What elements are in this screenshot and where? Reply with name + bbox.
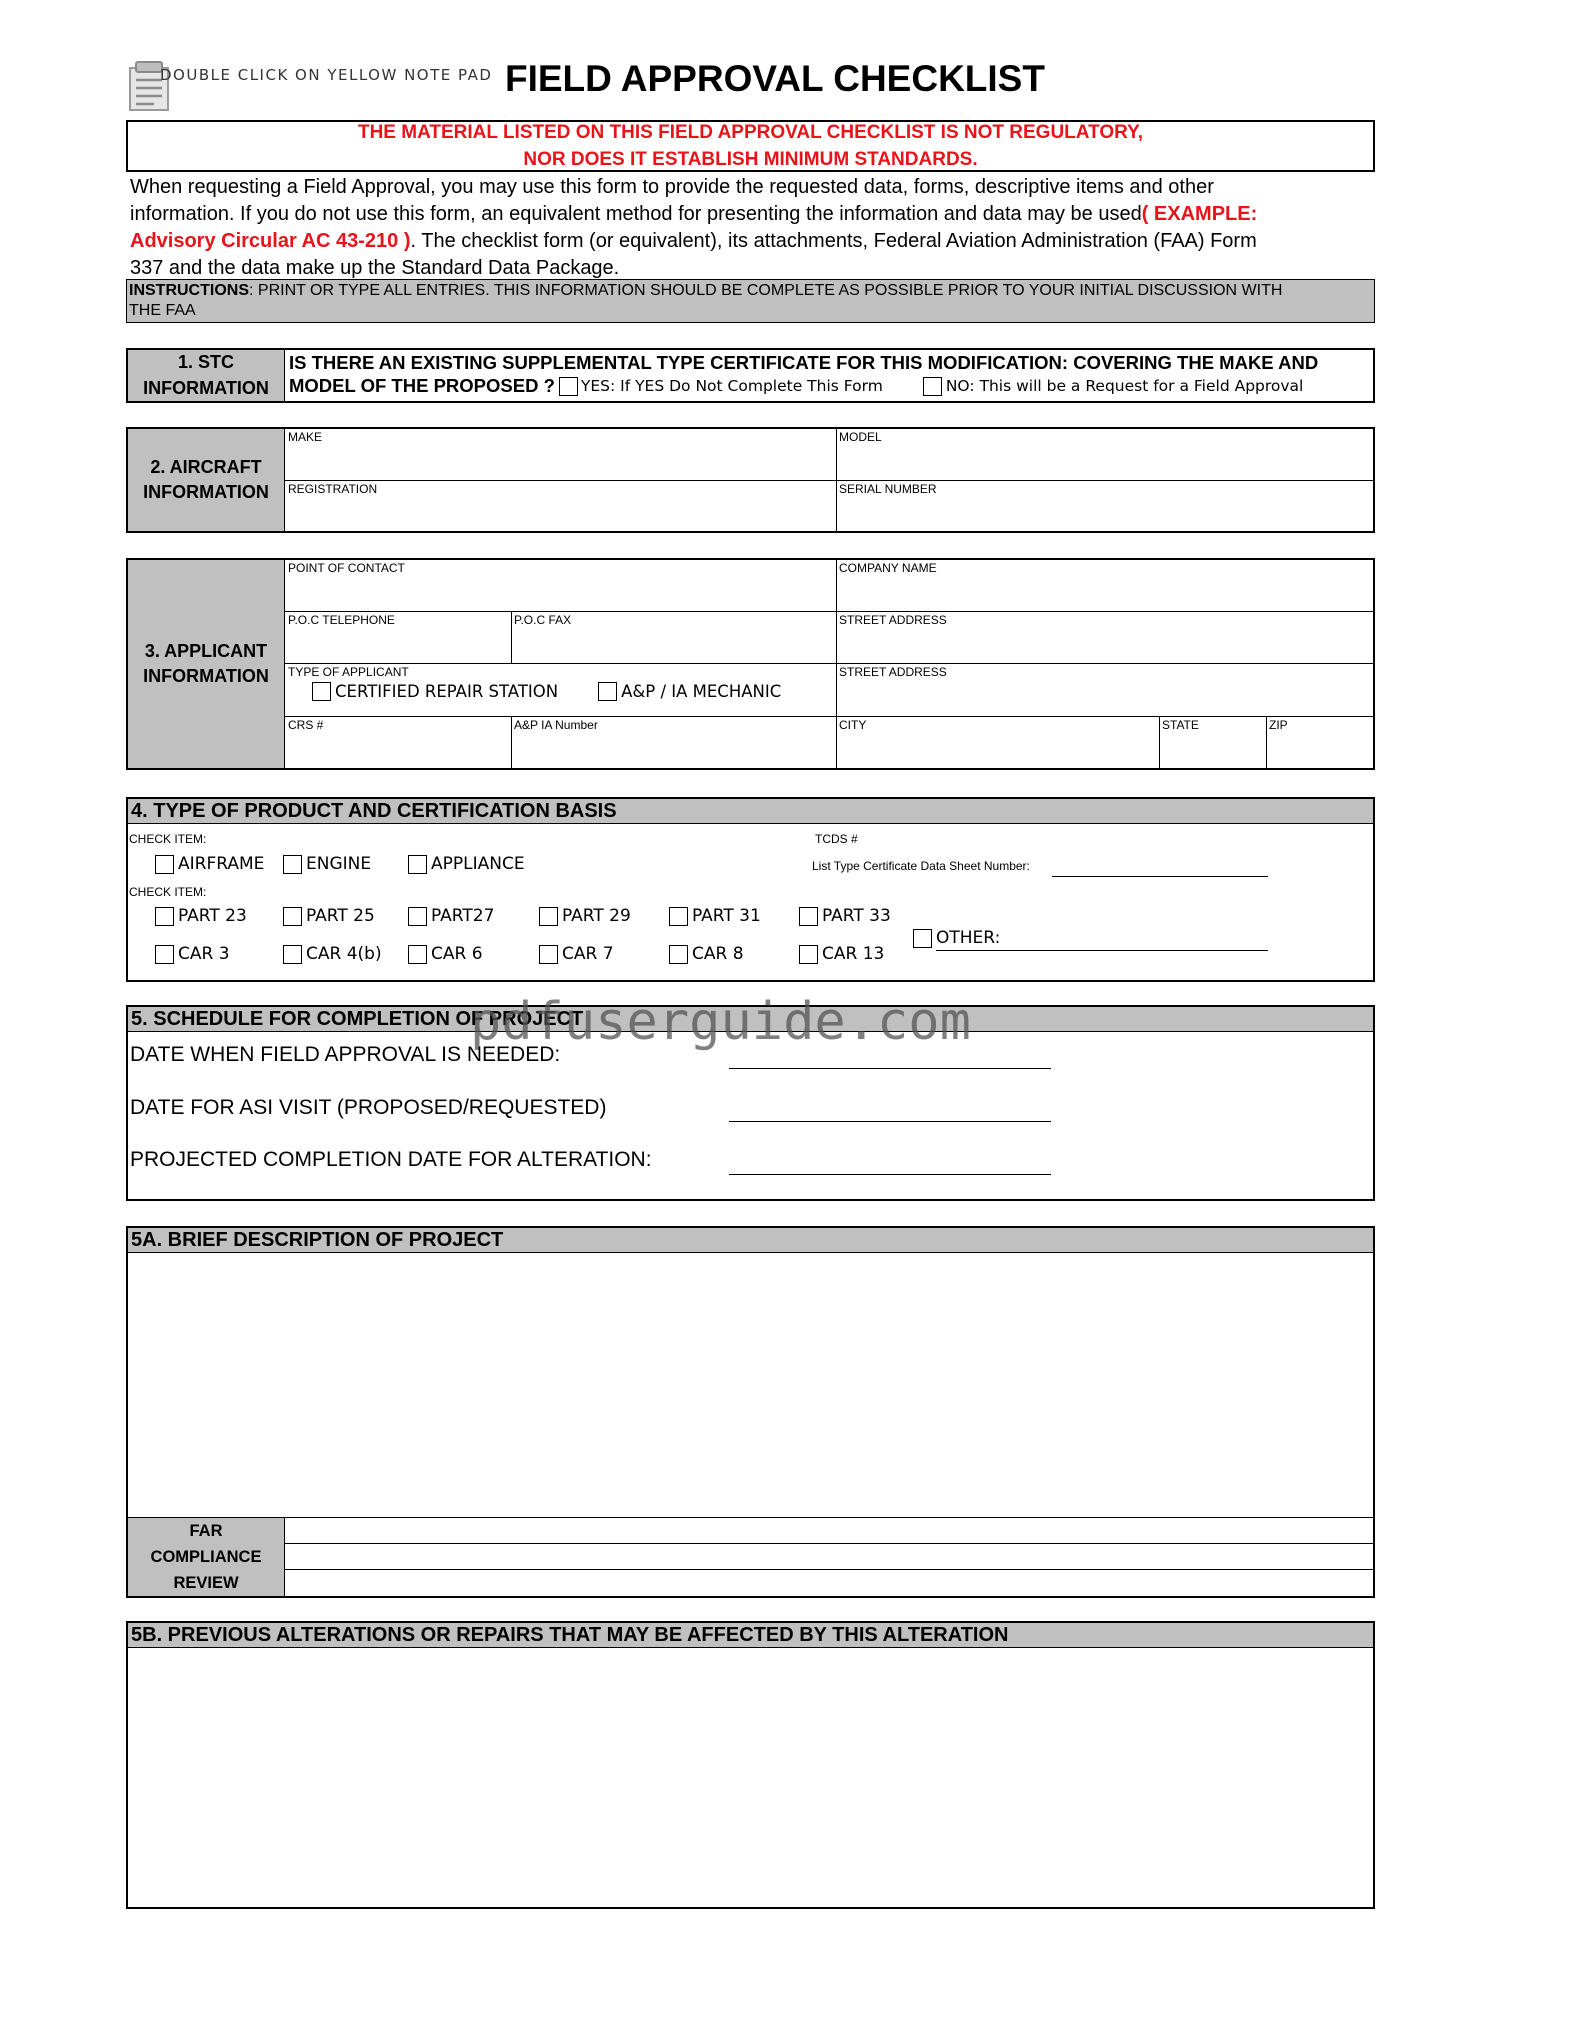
ap-ia-option-label: A&P / IA MECHANIC — [621, 682, 782, 701]
other-line[interactable] — [936, 950, 1268, 951]
part-29-checkbox[interactable] — [539, 907, 558, 926]
asi-visit-label: DATE FOR ASI VISIT (PROPOSED/REQUESTED) — [130, 1096, 607, 1119]
make-field[interactable]: MAKE — [288, 430, 323, 444]
airframe-option — [155, 854, 264, 874]
appliance-checkbox[interactable] — [408, 855, 427, 874]
car-4b-checkbox[interactable] — [283, 945, 302, 964]
tcds-label: TCDS # — [815, 832, 858, 846]
disclaimer-line2: NOR DOES IT ESTABLISH MINIMUM STANDARDS. — [523, 149, 978, 170]
car-7-option — [539, 944, 614, 964]
part-27-option — [408, 906, 494, 926]
instructions-band — [126, 279, 1375, 323]
appliance-option — [408, 854, 525, 874]
intro-paragraph — [130, 174, 1375, 282]
part-25-checkbox[interactable] — [283, 907, 302, 926]
car-3-option — [155, 944, 230, 964]
car-6-label: CAR 6 — [431, 944, 483, 964]
registration-field[interactable]: REGISTRATION — [288, 482, 378, 496]
far-label-line2: COMPLIANCE — [150, 1548, 262, 1566]
car-13-option — [799, 944, 884, 964]
airframe-label: AIRFRAME — [178, 854, 265, 874]
far-compliance-field-1[interactable] — [287, 1519, 1373, 1542]
aircraft-label — [128, 429, 285, 531]
stc-label-line2: INFORMATION — [143, 377, 269, 398]
notepad-label: DOUBLE CLICK ON YELLOW NOTE PAD — [160, 66, 493, 84]
field-approval-needed-label: DATE WHEN FIELD APPROVAL IS NEEDED: — [130, 1043, 561, 1066]
instructions-label: INSTRUCTIONS — [129, 282, 249, 299]
part-25-option — [283, 906, 375, 926]
crs-checkbox[interactable] — [312, 682, 331, 701]
part-31-label: PART 31 — [692, 906, 761, 926]
stc-label-line1: 1. STC — [177, 352, 234, 373]
watermark-text: pdfuserguide.com — [470, 992, 971, 1052]
car-6-checkbox[interactable] — [408, 945, 427, 964]
aircraft-label-line2: INFORMATION — [143, 482, 269, 502]
part-33-option — [799, 906, 891, 926]
tcds-number-line[interactable] — [1052, 876, 1268, 877]
other-checkbox[interactable] — [913, 929, 932, 948]
description-textarea[interactable] — [128, 1254, 1373, 1517]
engine-label: ENGINE — [306, 854, 372, 874]
car-8-option — [669, 944, 744, 964]
aircraft-label-line1: 2. AIRCRAFT — [150, 456, 262, 477]
check-item-label-1: CHECK ITEM: — [129, 832, 207, 846]
stc-question-line2: MODEL OF THE PROPOSED ? — [289, 375, 555, 396]
tcds-list-label: List Type Certificate Data Sheet Number: — [812, 859, 1030, 873]
page-title: FIELD APPROVAL CHECKLIST — [505, 58, 1045, 99]
car-8-label: CAR 8 — [692, 944, 744, 964]
car-7-checkbox[interactable] — [539, 945, 558, 964]
serial-number-field[interactable]: SERIAL NUMBER — [839, 482, 937, 496]
field-approval-needed-line[interactable] — [729, 1068, 1051, 1069]
poc-fax-field[interactable]: P.O.C FAX — [514, 613, 572, 627]
car-4b-label: CAR 4(b) — [306, 944, 382, 964]
applicant-label — [128, 560, 285, 768]
far-parts-row — [155, 906, 955, 930]
far-label-line1: FAR — [189, 1522, 223, 1540]
part-27-label: PART27 — [431, 906, 495, 926]
stc-question-line2-row — [289, 375, 1303, 397]
previous-header: 5B. PREVIOUS ALTERATIONS OR REPAIRS THAT MAY BE AFFECTED BY THIS ALTERATION — [128, 1623, 1373, 1648]
intro-example: ( EXAMPLE: — [1141, 203, 1258, 225]
other-option — [913, 928, 1000, 948]
company-name-field[interactable]: COMPANY NAME — [839, 561, 937, 575]
stc-yes-checkbox[interactable] — [559, 377, 578, 396]
part-29-label: PART 29 — [562, 906, 631, 926]
street-address-field-1[interactable]: STREET ADDRESS — [839, 613, 947, 627]
crs-option-label: CERTIFIED REPAIR STATION — [335, 682, 559, 701]
applicant-type-options — [312, 682, 781, 701]
intro-line2-text: information. If you do not use this form, an equivalent method for presenting the information and data may be used — [130, 203, 1142, 225]
instructions-line2: THE FAA — [129, 302, 196, 319]
check-item-label-2: CHECK ITEM: — [129, 885, 207, 899]
far-compliance-field-3[interactable] — [287, 1571, 1373, 1595]
stc-label — [128, 350, 285, 401]
part-23-label: PART 23 — [178, 906, 247, 926]
description-header: 5A. BRIEF DESCRIPTION OF PROJECT — [128, 1228, 1373, 1253]
far-compliance-field-2[interactable] — [287, 1545, 1373, 1568]
applicant-section — [126, 558, 1375, 770]
intro-ac-reference: Advisory Circular AC 43-210 ) — [130, 230, 411, 252]
engine-checkbox[interactable] — [283, 855, 302, 874]
asi-visit-line[interactable] — [729, 1121, 1051, 1122]
disclaimer-line1: THE MATERIAL LISTED ON THIS FIELD APPROVAL CHECKLIST IS NOT REGULATORY, — [357, 122, 1143, 143]
ap-ia-number-field[interactable]: A&P IA Number — [514, 718, 598, 732]
poc-telephone-field[interactable]: P.O.C TELEPHONE — [288, 613, 395, 627]
part-29-option — [539, 906, 631, 926]
zip-field[interactable]: ZIP — [1269, 718, 1288, 732]
state-field[interactable]: STATE — [1162, 718, 1199, 732]
model-field[interactable]: MODEL — [839, 430, 882, 444]
car-6-option — [408, 944, 483, 964]
car-13-label: CAR 13 — [822, 944, 885, 964]
city-field[interactable]: CITY — [839, 718, 867, 732]
car-3-checkbox[interactable] — [155, 945, 174, 964]
car-8-checkbox[interactable] — [669, 945, 688, 964]
stc-question-line1: IS THERE AN EXISTING SUPPLEMENTAL TYPE CERTIFICATE FOR THIS MODIFICATION: COVERING THE MAKE AND — [289, 352, 1319, 373]
intro-line4: 337 and the data make up the Standard Data Package. — [130, 257, 620, 279]
part-31-option — [669, 906, 761, 926]
crs-number-field[interactable]: CRS # — [288, 718, 324, 732]
type-of-applicant-label: TYPE OF APPLICANT — [288, 665, 409, 679]
part-33-label: PART 33 — [822, 906, 891, 926]
intro-line1: When requesting a Field Approval, you may use this form to provide the requested data, forms, descriptive items and other — [130, 176, 1214, 198]
car-4b-option — [283, 944, 382, 964]
part-33-checkbox[interactable] — [799, 907, 818, 926]
applicant-label-line2: INFORMATION — [143, 666, 269, 686]
other-label: OTHER: — [936, 928, 1001, 948]
intro-line3 — [130, 228, 1375, 255]
stc-yes-label: YES: If YES Do Not Complete This Form — [580, 377, 883, 395]
car-parts-row — [155, 944, 955, 968]
intro-line2 — [130, 201, 1375, 228]
far-compliance-label — [128, 1518, 285, 1596]
product-header: 4. TYPE OF PRODUCT AND CERTIFICATION BASIS — [128, 799, 1373, 824]
schedule-header: 5. SCHEDULE FOR COMPLETION OF PROJECT — [128, 1007, 1373, 1032]
street-address-field-2[interactable]: STREET ADDRESS — [839, 665, 947, 679]
engine-option — [283, 854, 371, 874]
far-label-line3: REVIEW — [173, 1574, 239, 1592]
previous-textarea[interactable] — [128, 1649, 1373, 1907]
part-25-label: PART 25 — [306, 906, 375, 926]
projected-completion-line[interactable] — [729, 1174, 1051, 1175]
instructions-line1 — [129, 281, 1372, 301]
stc-no-checkbox[interactable] — [923, 377, 942, 396]
stc-no-label: NO: This will be a Request for a Field Approval — [945, 377, 1304, 395]
point-of-contact-field[interactable]: POINT OF CONTACT — [288, 561, 405, 575]
car-3-label: CAR 3 — [178, 944, 230, 964]
part-27-checkbox[interactable] — [408, 907, 427, 926]
part-23-option — [155, 906, 247, 926]
part-31-checkbox[interactable] — [669, 907, 688, 926]
projected-completion-label: PROJECTED COMPLETION DATE FOR ALTERATION: — [130, 1148, 652, 1171]
applicant-label-line1: 3. APPLICANT — [144, 640, 268, 661]
car-7-label: CAR 7 — [562, 944, 614, 964]
instructions-text: : PRINT OR TYPE ALL ENTRIES. THIS INFORMATION SHOULD BE COMPLETE AS POSSIBLE PRIOR TO YOUR INITIAL DISCUSSION WITH — [249, 282, 1283, 299]
appliance-label: APPLIANCE — [431, 854, 525, 874]
part-23-checkbox[interactable] — [155, 907, 174, 926]
car-13-checkbox[interactable] — [799, 945, 818, 964]
intro-line3-text: . The checklist form (or equivalent), its attachments, Federal Aviation Administration (FAA) Form — [410, 230, 1257, 252]
airframe-checkbox[interactable] — [155, 855, 174, 874]
ap-ia-checkbox[interactable] — [598, 682, 617, 701]
